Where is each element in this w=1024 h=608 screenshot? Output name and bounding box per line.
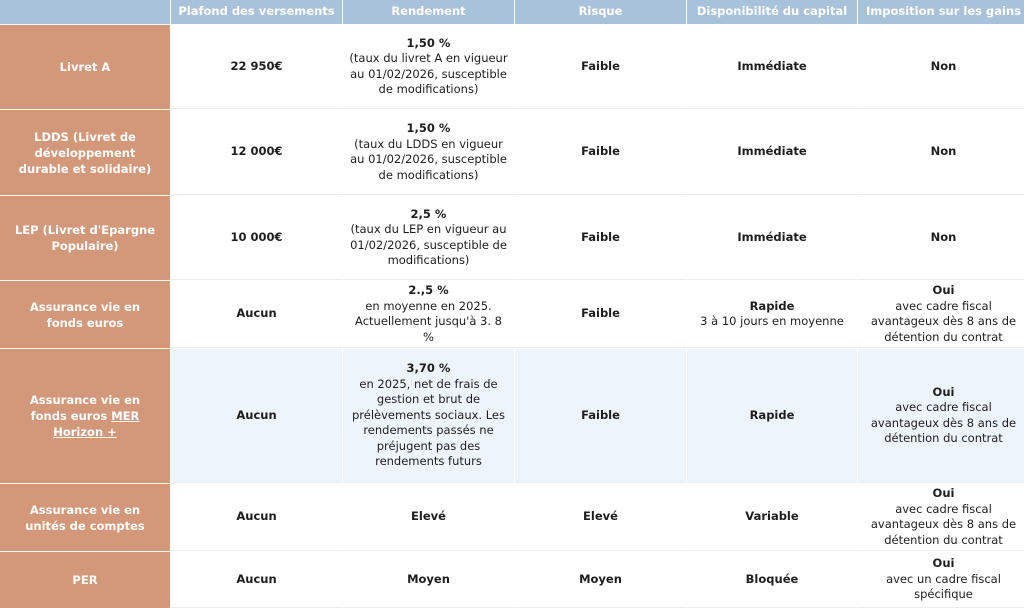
- cell-disponibilite: Immédiate: [687, 25, 857, 109]
- cell-imposition: [858, 552, 1024, 608]
- imposition-value: Oui: [932, 486, 955, 500]
- cell-plafond: Aucun: [171, 484, 342, 551]
- header-rendement: Rendement: [343, 0, 514, 24]
- cell-imposition: [858, 484, 1024, 551]
- row-label-assurance-vie-fonds-euros: Assurance vie en fonds euros: [0, 281, 170, 348]
- imposition-value: Oui: [932, 384, 955, 399]
- cell-disponibilite: [687, 281, 857, 348]
- rendement-value: 2.,5 %: [408, 283, 449, 297]
- cell-rendement: Moyen: [343, 552, 514, 608]
- cell-rendement: [343, 281, 514, 348]
- cell-imposition: [858, 349, 1024, 483]
- header-imposition: Imposition sur les gains: [858, 0, 1024, 24]
- rendement-note: (taux du livret A en vigueur au 01/02/2026, susceptible de modifications): [349, 51, 508, 96]
- imposition-note: avec cadre fiscal avantageux dès 8 ans de détention du contrat: [870, 298, 1017, 344]
- imposition-value: Oui: [932, 556, 955, 571]
- cell-plafond: Aucun: [171, 552, 342, 608]
- cell-imposition: Non: [858, 110, 1024, 195]
- row-label-ldds: LDDS (Livret de développement durable et solidaire): [0, 110, 170, 195]
- cell-rendement: [343, 196, 514, 280]
- rendement-value: 3,70 %: [406, 361, 451, 376]
- rendement-note: (taux du LEP en vigueur au 01/02/2026, susceptible de modifications): [350, 222, 507, 267]
- cell-disponibilite: Rapide: [687, 349, 857, 483]
- cell-risque: Faible: [515, 25, 686, 109]
- header-corner: [0, 0, 170, 24]
- cell-rendement: [343, 25, 514, 109]
- cell-disponibilite: Immédiate: [687, 110, 857, 195]
- cell-rendement: Elevé: [343, 484, 514, 551]
- rendement-value: 1,50 %: [406, 121, 451, 135]
- imposition-note: avec cadre fiscal avantageux dès 8 ans de détention du contrat: [870, 501, 1017, 547]
- cell-plafond: 10 000€: [171, 196, 342, 280]
- cell-plafond: 12 000€: [171, 110, 342, 195]
- cell-disponibilite: Bloquée: [687, 552, 857, 608]
- cell-plafond: 22 950€: [171, 25, 342, 109]
- cell-risque: Moyen: [515, 552, 686, 608]
- row-label-assurance-vie-uc: Assurance vie en unités de comptes: [0, 484, 170, 551]
- row-label-livret-a: Livret A: [0, 25, 170, 109]
- imposition-note: avec cadre fiscal avantageux dès 8 ans de détention du contrat: [870, 400, 1017, 445]
- cell-risque: Faible: [515, 196, 686, 280]
- imposition-note: avec un cadre fiscal spécifique: [886, 571, 1001, 602]
- cell-disponibilite: Variable: [687, 484, 857, 551]
- cell-rendement: [343, 110, 514, 195]
- row-label-lep: LEP (Livret d'Epargne Populaire): [0, 196, 170, 280]
- row-label-per: PER: [0, 552, 170, 608]
- rendement-value: 1,50 %: [406, 35, 451, 50]
- cell-disponibilite: Immédiate: [687, 196, 857, 280]
- cell-imposition: Non: [858, 25, 1024, 109]
- header-plafond: Plafond des versements: [171, 0, 342, 24]
- rendement-note: en moyenne en 2025. Actuellement jusqu'à 3. 8 %: [355, 298, 502, 344]
- row-label-mer-horizon: [0, 349, 170, 483]
- mer-horizon-link[interactable]: MER Horizon +: [53, 409, 140, 439]
- cell-imposition: Non: [858, 196, 1024, 280]
- rendement-note: (taux du LDDS en vigueur au 01/02/2026, susceptible de modifications): [350, 136, 507, 182]
- cell-rendement: [343, 349, 514, 483]
- cell-imposition: [858, 281, 1024, 348]
- cell-risque: Faible: [515, 349, 686, 483]
- cell-risque: Elevé: [515, 484, 686, 551]
- imposition-value: Oui: [932, 283, 955, 297]
- rendement-value: 2,5 %: [410, 206, 447, 221]
- row-label-text: [10, 392, 160, 440]
- cell-plafond: Aucun: [171, 349, 342, 483]
- rendement-note: en 2025, net de frais de gestion et brut de prélèvements sociaux. Les rendements passés ne préjugent pas des rendements futurs: [352, 376, 505, 469]
- disponibilite-note: 3 à 10 jours en moyenne: [700, 314, 844, 328]
- disponibilite-value: Rapide: [749, 298, 795, 313]
- header-disponibilite: Disponibilité du capital: [687, 0, 857, 24]
- cell-risque: Faible: [515, 110, 686, 195]
- cell-risque: Faible: [515, 281, 686, 348]
- row-label-prefix: Assurance vie en fonds euros: [29, 393, 141, 423]
- cell-plafond: Aucun: [171, 281, 342, 348]
- header-risque: Risque: [515, 0, 686, 24]
